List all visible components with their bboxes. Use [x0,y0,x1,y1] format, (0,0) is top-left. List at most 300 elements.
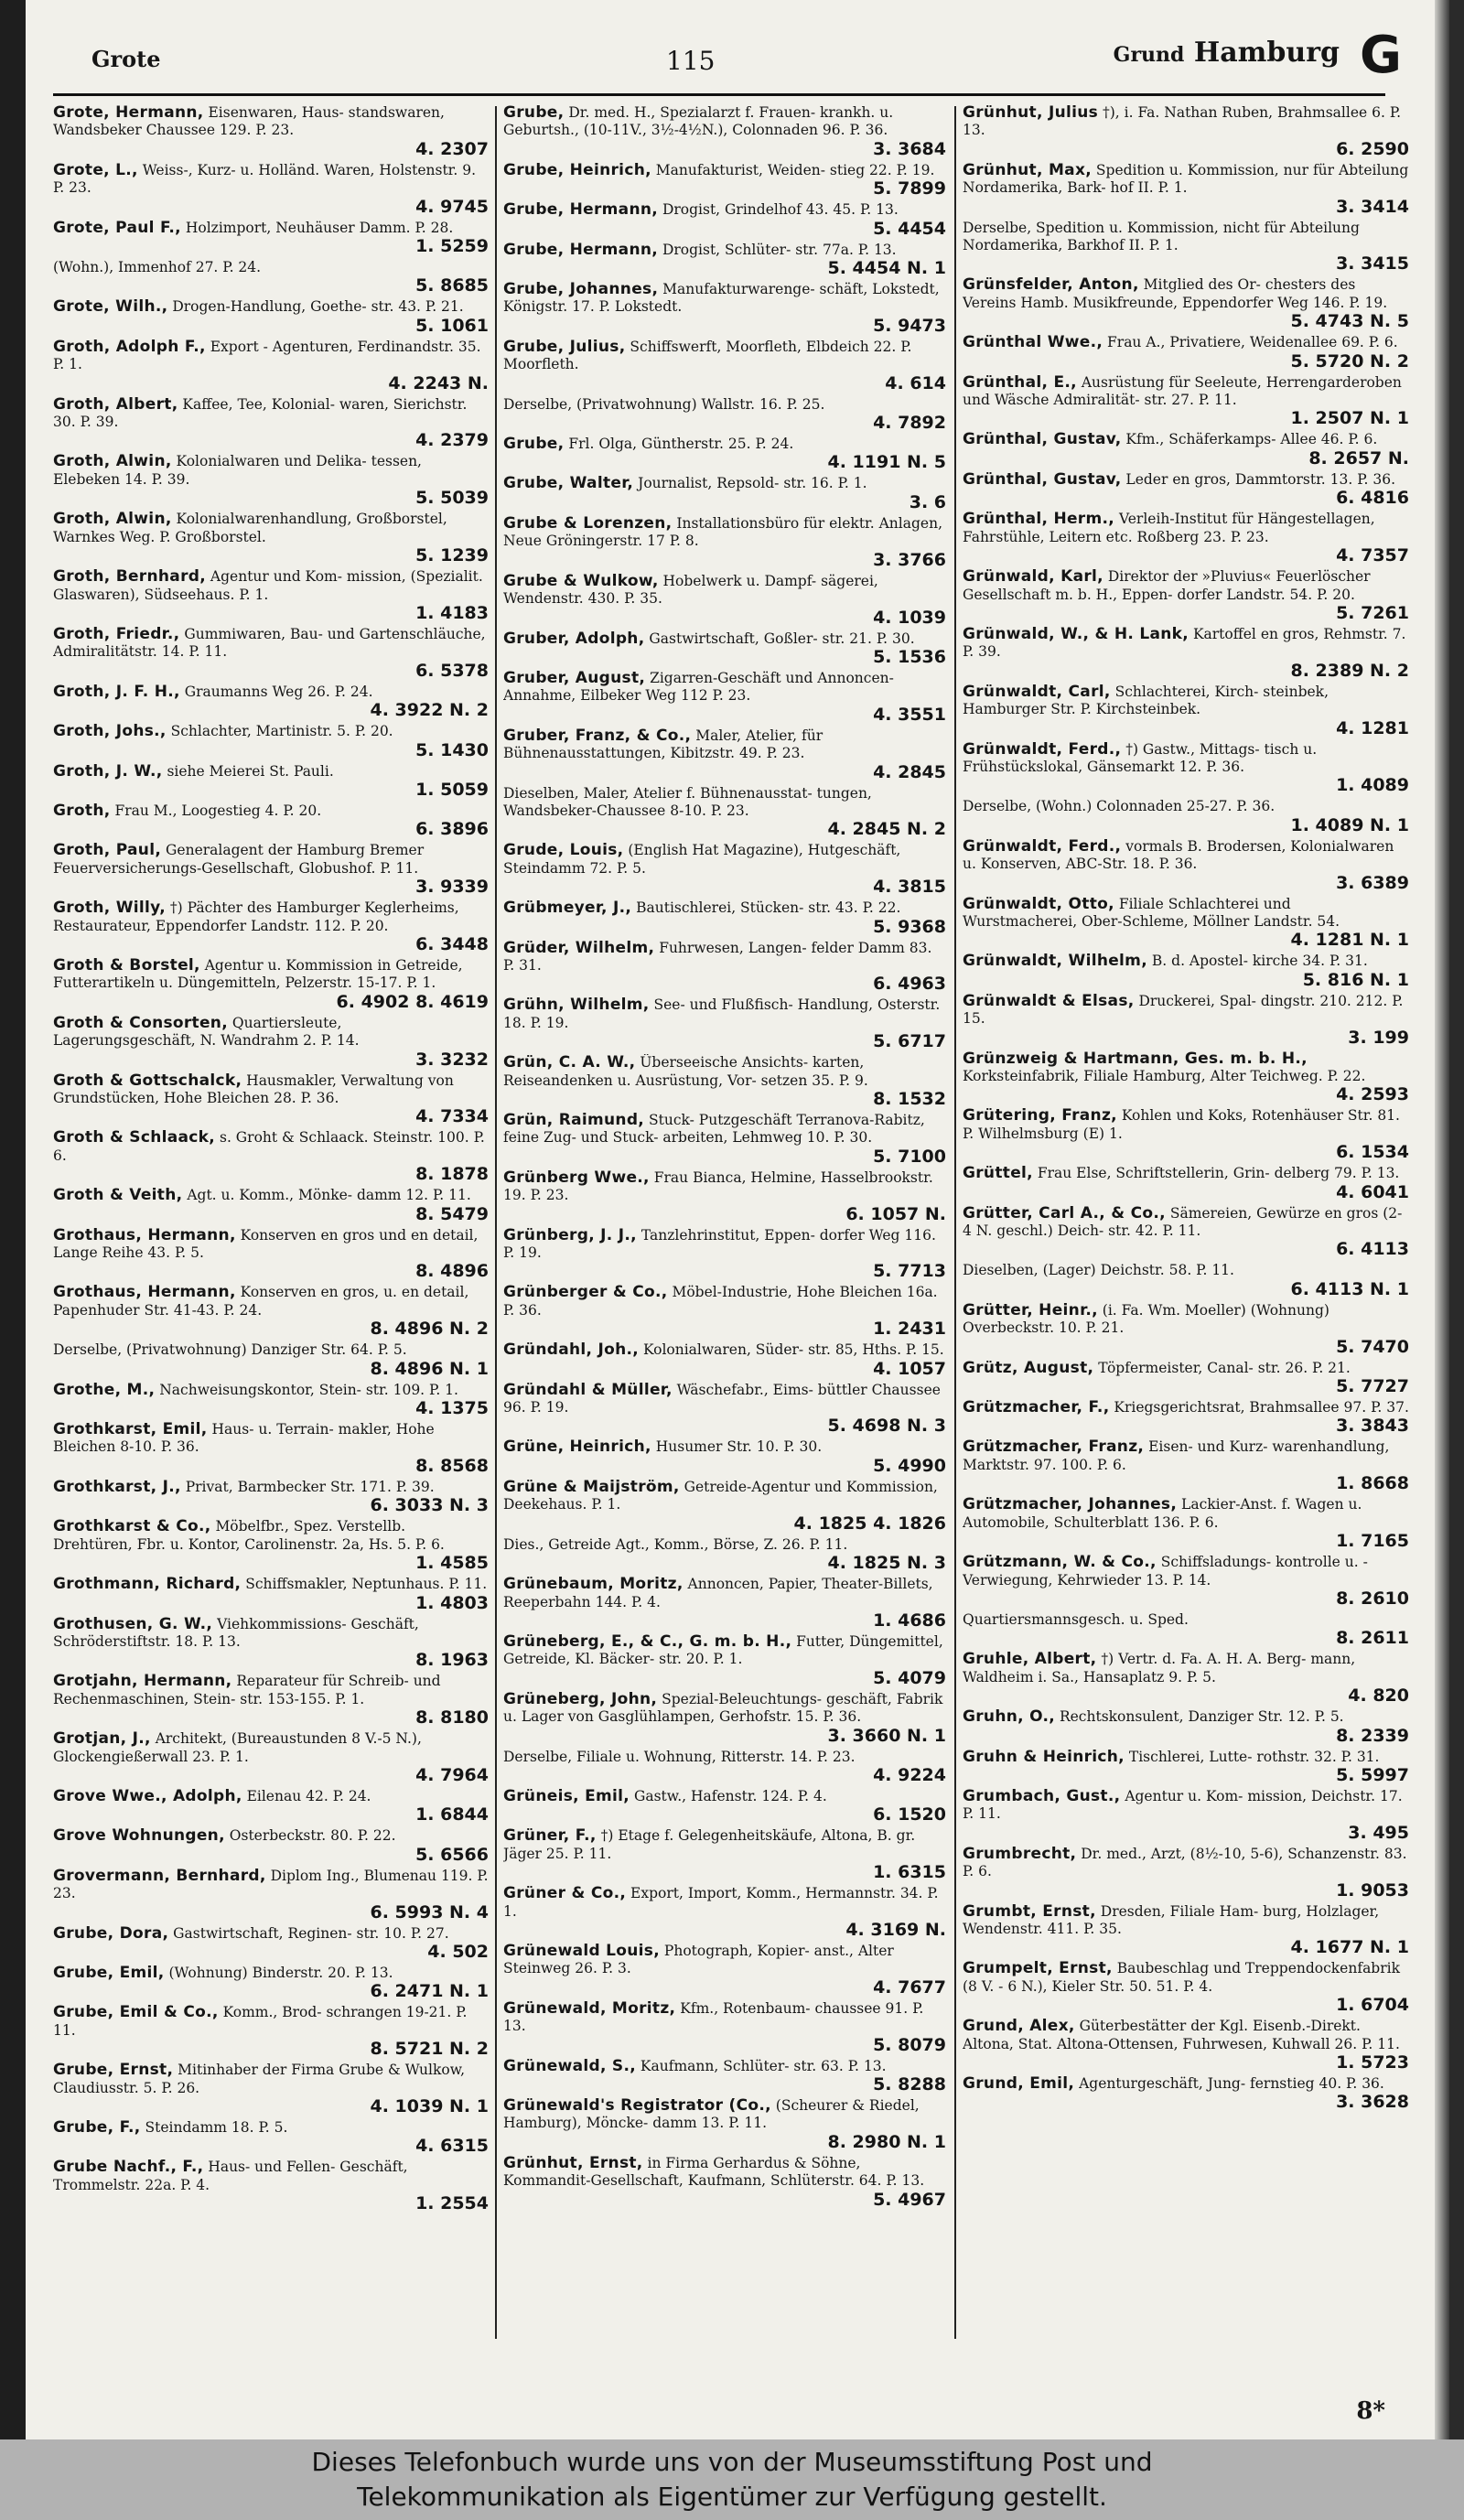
directory-entry [53,626,489,680]
header-city: Hamburg [1193,37,1340,69]
entry-name: Grünewald, Moritz, [503,1999,676,2018]
entry-name: Grove Wohnungen, [53,1827,225,1846]
entry-phone-number: 8. 1963 [415,1650,489,1670]
entry-phone-number: 4. 1375 [415,1398,489,1418]
entry-name: Grove Wwe., Adolph, [53,1787,242,1805]
entry-phone-number: 4. 7677 [873,1976,946,1997]
directory-entry [963,896,1409,950]
directory-entry [503,162,946,198]
entry-phone-number: 4. 3922 N. 2 [370,700,489,720]
entry-name: Grund, Emil, [963,2075,1075,2093]
directory-entry [53,1616,489,1670]
entry-name: Grube, F., [53,2119,141,2137]
entry-name: Grünwald, W., & H. Lank, [963,625,1190,643]
entry-details: Konserven en gros, u. en detail, Papenhuder Str. 41-43. P. 24. [53,1284,469,1319]
directory-entry [53,1227,489,1281]
directory-entry [53,1382,489,1417]
entry-details: Bautischlerei, Stücken- str. 43. P. 22. [636,899,901,917]
entry-name: Grube Nachf., F., [53,2159,204,2177]
entry-phone-number: 5. 7899 [873,178,946,199]
entry-details: Photograph, Kopier- anst., Alter Steinweg 26. P. 3. [503,1942,894,1977]
entry-name: Grütering, Franz, [963,1107,1117,1125]
entry-details: Drogist, Grindelhof 43. 45. P. 13. [662,201,899,219]
entry-details: Gummiwaren, Bau- und Gartenschläuche, Admiralitätstr. 14. P. 11. [53,625,486,661]
entry-details: Gastw., Hafenstr. 124. P. 4. [633,1787,827,1804]
header-right-catchword: Grund [1113,43,1185,67]
entry-details: Kohlen und Koks, Rotenhäuser Str. 81. P. Wilhelmsburg (E) 1. [963,1107,1400,1142]
entry-name: Grüneis, Emil, [503,1787,630,1805]
entry-details: Frau Else, Schriftstellerin, Grin- delberg 79. P. 13. [1037,1165,1400,1182]
directory-entry [53,2004,489,2058]
entry-details: Kfm., Rotenbaum- chaussee 91. P. 13. [503,1999,924,2035]
entry-name: Grumpelt, Ernst, [963,1960,1113,1978]
entry-name: Grude, Louis, [503,842,624,860]
directory-entry [53,763,489,799]
entry-phone-number: 8. 2339 [1336,1725,1409,1745]
entry-name: Grube, Emil, [53,1964,165,1982]
entry-name: Grünthal, Gustav, [963,431,1122,449]
entry-phone-number: 5. 6566 [415,1844,489,1864]
directory-entry [53,1341,489,1377]
entry-details: Installationsbüro für elektr. Anlagen, Neue Gröningerstr. 17 P. 8. [503,514,942,550]
directory-entry [963,1107,1409,1161]
directory-entry [53,1015,489,1069]
entry-name: Grünebaum, Moritz, [503,1576,684,1594]
directory-entry [963,1262,1409,1298]
entry-details: Rechtskonsulent, Danziger Str. 12. P. 5. [1059,1708,1344,1726]
directory-entry [53,259,489,295]
entry-phone-number: 6. 1534 [1336,1142,1409,1162]
entry-name: Grünewald, S., [503,2057,636,2075]
entry-name: Grüne & Maijström, [503,1478,680,1496]
directory-entry [503,1227,946,1281]
entry-phone-number: 4. 7892 [873,413,946,433]
directory-entry [53,1421,489,1475]
entry-details: †), i. Fa. Nathan Ruben, Brahmsallee 6. P. 13. [963,104,1402,139]
entry-details: Güterbestätter der Kgl. Eisenb.-Direkt. Altona, Stat. Altona-Ottensen, Fuhrwesen, Kuhwall 26. P. 11. [963,2018,1400,2052]
entry-phone-number: 3. 6389 [1336,872,1409,892]
directory-entry [53,568,489,622]
entry-phone-number: 4. 1825 4. 1826 [793,1513,946,1533]
entry-details: Druckerei, Spal- dingstr. 210. 212. P. 15. [963,992,1404,1028]
entry-phone-number: 5. 1536 [873,646,946,666]
directory-page [26,0,1449,2439]
directory-entry [53,511,489,565]
entry-name: Grünwaldt, Ferd., [963,837,1122,856]
entry-name: Grote, Wilh., [53,298,168,317]
entry-phone-number: 3. 3415 [1336,253,1409,274]
entry-details: (Scheurer & Riedel, Hamburg), Möncke- damm 13. P. 11. [503,2097,920,2132]
entry-name: Gruhn & Heinrich, [963,1748,1125,1766]
entry-name: Grüneberg, E., & C., G. m. b. H., [503,1632,792,1651]
entry-phone-number: 1. 4686 [873,1610,946,1630]
entry-phone-number: 5. 7470 [1336,1336,1409,1356]
directory-entry [503,1749,946,1784]
entry-phone-number: 3. 3628 [1336,2092,1409,2112]
entry-phone-number: 5. 7261 [1336,602,1409,622]
entry-details: Kriegsgerichtsrat, Brahmsallee 97. P. 37. [1114,1399,1409,1416]
entry-phone-number: 1. 2431 [873,1319,946,1339]
entry-phone-number: 4. 1039 [873,607,946,627]
entry-details: Export, Import, Komm., Hermannstr. 34. P. 1. [503,1885,939,1920]
entry-details: Getreide-Agentur und Kommission, Deekehaus. P. 1. [503,1478,938,1513]
entry-phone-number: 8. 5721 N. 2 [370,2039,489,2059]
entry-phone-number: 5. 8288 [873,2074,946,2094]
entry-details: (Wohn.), Immenhof 27. P. 24. [53,259,262,276]
entry-details: Export - Agenturen, Ferdinandstr. 35. P. 1. [53,338,481,373]
entry-phone-number: 6. 2590 [1336,138,1409,158]
entry-phone-number: 4. 1191 N. 5 [827,452,946,472]
entry-name: Grünthal, Gustav, [963,470,1122,489]
directory-entry [963,220,1409,274]
entry-name: Grünwaldt & Elsas, [963,992,1135,1010]
directory-entry [503,1885,946,1939]
entry-name: Grund, Alex, [963,2018,1075,2036]
entry-details: Schiffswerft, Moorfleth, Elbdeich 22. P. Moorfleth. [503,338,912,373]
entry-name: Grothkarst & Co., [53,1518,211,1536]
entry-details: Gastwirtschaft, Goßler- str. 21. P. 30. [649,630,915,647]
entry-details: Hobelwerk u. Dampf- sägerei, Wendenstr. 430. P. 35. [503,572,878,608]
directory-entry [53,1827,489,1863]
entry-details: Dr. med. H., Spezialarzt f. Frauen- krankh. u. Geburtsh., (10-11V., 3½-4½N.), Colonnaden 96. P. 36. [503,104,894,139]
entry-name: Grünwaldt, Wilhelm, [963,953,1147,971]
entry-name: Grünwaldt, Ferd., [963,740,1122,759]
directory-entry [503,2058,946,2094]
entry-details: †) Vertr. d. Fa. A. H. A. Berg- mann, Waldheim i. Sa., Hansaplatz 9. P. 5. [963,1651,1356,1685]
entry-name: Grünhut, Max, [963,161,1092,179]
entry-phone-number: 4. 9745 [415,196,489,216]
entry-phone-number: 5. 9473 [873,315,946,335]
entry-name: Groth, Friedr., [53,625,180,643]
entry-phone-number: 3. 199 [1348,1027,1409,1047]
entry-name: Grütter, Heinr., [963,1301,1098,1319]
entry-details: Eisen- und Kurz- warenhandlung, Marktstr. 97. 100. P. 6. [963,1438,1390,1473]
directory-entry [963,993,1409,1047]
entry-phone-number: 5. 1430 [415,739,489,759]
entry-name: Grumbrecht, [963,1845,1077,1863]
entry-phone-number: 8. 8180 [415,1707,489,1728]
entry-name: Grünthal, Herm., [963,511,1115,529]
entry-phone-number: 8. 1532 [873,1089,946,1108]
directory-entry [963,1554,1409,1608]
entry-phone-number: 3. 495 [1348,1822,1409,1842]
entry-details: Derselbe, Spedition u. Kommission, nicht für Abteilung Nordamerika, Barkhof II. P. 1. [963,219,1360,254]
entry-details: Frau Bianca, Helmine, Hasselbrookstr. 19. P. 23. [503,1168,933,1204]
signature-mark: 8* [1356,2397,1385,2425]
entry-phone-number: 4. 3169 N. [845,1919,946,1939]
entry-name: Grün, Raimund, [503,1112,645,1129]
directory-entry [53,842,489,896]
directory-entry [53,1788,489,1824]
directory-entry [503,1536,946,1572]
entry-phone-number: 6. 2471 N. 1 [370,1981,489,2001]
entry-phone-number: 5. 7713 [873,1261,946,1281]
entry-phone-number: 1. 4183 [415,602,489,622]
column-divider [495,106,497,2339]
entry-phone-number: 4. 2379 [415,430,489,450]
directory-entry [53,1868,489,1922]
directory-entry [963,568,1409,622]
entry-phone-number: 5. 5039 [415,488,489,508]
entry-phone-number: 4. 502 [427,1941,489,1961]
entry-phone-number: 4. 1825 N. 3 [827,1553,946,1573]
entry-phone-number: 1. 2554 [415,2193,489,2213]
entry-phone-number: 5. 7100 [873,1146,946,1166]
entry-phone-number: 4. 2307 [415,138,489,158]
entry-details: Drogist, Schlüter- str. 77a. P. 13. [662,241,897,258]
directory-entry [503,630,946,666]
entry-phone-number: 1. 2507 N. 1 [1290,408,1409,428]
entry-details: Korksteinfabrik, Filiale Hamburg, Alter Teichweg. P. 22. [963,1068,1366,1084]
entry-name: Grothkarst, J., [53,1478,181,1496]
directory-entry [963,431,1409,467]
directory-entry [963,471,1409,507]
entry-details: Manufakturist, Weiden- stieg 22. P. 19. [655,161,935,178]
column-divider [954,106,956,2339]
directory-entry [503,475,946,511]
entry-name: Grünhut, Ernst, [503,2154,643,2172]
directory-entry [963,1205,1409,1259]
entry-details: Osterbeckstr. 80. P. 22. [229,1827,396,1845]
entry-details: Agentur u. Kom- mission, Deichstr. 17. P. 11. [963,1787,1403,1823]
entry-details: in Firma Gerhardus & Söhne, Kommandit-Gesellschaft, Kaufmann, Schlüterstr. 64. P. 13. [503,2154,925,2190]
entry-phone-number: 5. 4454 N. 1 [827,258,946,278]
entry-name: Grünwaldt, Carl, [963,683,1111,701]
entry-name: Groth, Alwin, [53,511,172,529]
entry-phone-number: 6. 1057 N. [845,1203,946,1223]
entry-details: Konserven en gros und en detail, Lange Reihe 43. P. 5. [53,1226,479,1262]
directory-entry [963,104,1409,158]
entry-phone-number: 5. 4967 [873,2189,946,2209]
directory-entry [53,1284,489,1338]
directory-entry [963,684,1409,738]
entry-phone-number: 5. 7727 [1336,1376,1409,1396]
entry-details: Quartiersmannsgesch. u. Sped. [963,1610,1189,1628]
directory-entry [503,242,946,277]
entry-details: Fuhrwesen, Langen- felder Damm 83. P. 31. [503,939,932,974]
directory-entry [53,1187,489,1222]
entry-details: Maler, Atelier, für Bühnenausstattungen, Kibitzstr. 49. P. 23. [503,727,824,762]
directory-entry [503,1341,946,1377]
directory-entry [963,838,1409,892]
entry-details: Derselbe, (Privatwohnung) Wallstr. 16. P. 25. [503,395,825,413]
entry-name: Grüder, Wilhelm, [503,939,655,957]
directory-entry [963,1165,1409,1201]
entry-details: †) Gastw., Mittags- tisch u. Frühstückslokal, Gänsemarkt 12. P. 36. [963,740,1318,775]
entry-details: Direktor der »Pluvius« Feuerlöscher Gesellschaft m. b. H., Eppen- dorfer Landstr. 54. P. 20. [963,568,1371,603]
header-rule [53,93,1385,96]
entry-details: Zigarren-Geschäft und Annoncen-Annahme, Eilbeker Weg 112 P. 23. [503,669,894,705]
entry-phone-number: 8. 2610 [1336,1588,1409,1608]
entry-phone-number: 1. 4585 [415,1553,489,1573]
directory-entry [503,1054,946,1108]
entry-name: Gründahl, Joh., [503,1341,640,1360]
entry-phone-number: 1. 7165 [1336,1531,1409,1551]
entry-phone-number: 1. 4089 [1336,775,1409,795]
directory-column-2 [503,104,946,2341]
directory-entry [503,396,946,432]
entry-details: Sämereien, Gewürze en gros (2-4 N. geschl.) Deich- str. 42. P. 11. [963,1204,1403,1240]
directory-entry [963,334,1409,370]
entry-details: Frau A., Privatiere, Weidenallee 69. P. 6. [1107,334,1398,351]
entry-details: Privat, Barmbecker Str. 171. P. 39. [185,1478,435,1495]
directory-entry [503,339,946,393]
entry-details: Möbel-Industrie, Hohe Bleichen 16a. P. 36. [503,1284,938,1319]
entry-phone-number: 3. 3843 [1336,1416,1409,1436]
entry-name: Grünewald's Registrator (Co., [503,2097,771,2115]
entry-details: Husumer Str. 10. P. 30. [655,1438,823,1456]
directory-entry [53,2062,489,2116]
entry-details: Tanzlehrinstitut, Eppen- dorfer Weg 116. P. 19. [503,1226,936,1262]
entry-details: Filiale Schlachterei und Wurstmacherei, Ober-Schleme, Möllner Landstr. 54. [963,895,1340,930]
entry-details: Quartiersleute, Lagerungsgeschäft, N. Wandrahm 2. P. 14. [53,1014,360,1050]
entry-phone-number: 4. 1057 [873,1358,946,1378]
entry-details: B. d. Apostel- kirche 34. P. 31. [1151,953,1368,970]
directory-entry [963,1651,1409,1705]
entry-phone-number: 3. 3414 [1336,196,1409,216]
entry-name: Gründahl & Müller, [503,1381,673,1399]
entry-name: Grube, Johannes, [503,281,659,299]
directory-entry [53,1965,489,2000]
directory-entry [53,453,489,507]
directory-entry [963,1496,1409,1550]
header-section-letter: G [1360,26,1402,85]
entry-name: Grothe, M., [53,1381,156,1399]
directory-entry [53,1576,489,1611]
entry-name: Grube & Wulkow, [503,572,659,590]
directory-entry [503,996,946,1050]
directory-entry [503,940,946,994]
entry-details: Manufakturwarenge- schäft, Lokstedt, Königstr. 17. P. Lokstedt. [503,281,940,316]
directory-entry [53,723,489,759]
entry-name: Grube, Hermann, [503,201,659,220]
entry-details: Wäschefabr., Eims- büttler Chaussee 96. P. 19. [503,1381,941,1416]
directory-entry [503,1169,946,1223]
entry-phone-number: 6. 5378 [415,660,489,680]
entry-name: Grube, [503,104,565,122]
directory-entry [503,1284,946,1338]
entry-phone-number: 5. 4454 [873,218,946,238]
entry-details: Haus- und Fellen- Geschäft, Trommelstr. 22a. P. 4. [53,2159,408,2193]
entry-phone-number: 3. 3232 [415,1049,489,1069]
entry-phone-number: 4. 1677 N. 1 [1290,1937,1409,1957]
entry-name: Grütz, August, [963,1359,1094,1377]
entry-details: Stuck- Putzgeschäft Terranova-Rabitz, feine Zug- und Stuck- arbeiten, Lehmweg 10. P. 30. [503,1112,925,1147]
entry-details: Spezial-Beleuchtungs- geschäft, Fabrik u. Lager von Gasglühlampen, Gerhofstr. 15. P. 36. [503,1690,943,1726]
directory-entry [53,684,489,719]
entry-details: Derselbe, (Privatwohnung) Danziger Str. 64. P. 5. [53,1341,407,1359]
entry-name: Grünberg Wwe., [503,1168,650,1187]
entry-name: Groth, [53,802,111,820]
entry-phone-number: 5. 5997 [1336,1764,1409,1784]
entry-name: Grünewald Louis, [503,1942,660,1960]
entry-details: Dr. med., Arzt, (8½-10, 5-6), Schanzenstr. 83. P. 6. [963,1845,1407,1880]
entry-name: Grote, Hermann, [53,104,204,122]
entry-details: †) Pächter des Hamburger Keglerheims, Restaurateur, Eppendorfer Landstr. 112. P. 20. [53,899,459,934]
entry-details: Eisenwaren, Haus- standswaren, Wandsbeker Chaussee 129. P. 23. [53,104,445,139]
entry-details: Dresden, Filiale Ham- burg, Holzlager, Wendenstr. 411. P. 35. [963,1902,1380,1937]
entry-details: Diplom Ing., Blumenau 119. P. 23. [53,1867,489,1902]
entry-name: Groth, J. F. H., [53,683,180,701]
entry-name: Groth, Alwin, [53,453,172,471]
directory-entry [53,104,489,158]
entry-name: Grünzweig & Hartmann, Ges. m. b. H., [963,1050,1308,1068]
entry-phone-number: 3. 3660 N. 1 [827,1725,946,1745]
entry-phone-number: 1. 6315 [873,1862,946,1882]
entry-name: Grünberger & Co., [503,1284,668,1302]
directory-column-3 [963,104,1409,2341]
entry-phone-number: 8. 4896 [415,1261,489,1281]
entry-name: Grützmann, W. & Co., [963,1554,1157,1572]
entry-details: (English Hat Magazine), Hutgeschäft, Steindamm 72. P. 5. [503,842,901,877]
entry-phone-number: 6. 1520 [873,1804,946,1825]
entry-phone-number: 6. 5993 N. 4 [370,1901,489,1922]
entry-name: Gruber, Franz, & Co., [503,727,692,745]
entry-name: Grützmacher, F., [963,1399,1110,1417]
directory-entry [503,1943,946,1997]
directory-entry [53,2119,489,2155]
entry-phone-number: 5. 4743 N. 5 [1290,311,1409,331]
entry-details: Generalagent der Hamburg Bremer Feuerversicherungs-Gesellschaft, Globushof. P. 11. [53,842,425,877]
page-number: 115 [666,46,716,76]
entry-details: Haus- u. Terrain- makler, Hohe Bleichen 8-10. P. 36. [53,1421,435,1456]
directory-entry [53,298,489,334]
entry-name: Grothkarst, Emil, [53,1421,208,1439]
entry-phone-number: 5. 816 N. 1 [1302,969,1409,989]
entry-details: Futter, Düngemittel, Getreide, Kl. Bäcker- str. 20. P. 1. [503,1632,943,1668]
directory-entry [53,1072,489,1126]
directory-entry [503,1112,946,1166]
directory-entry [503,281,946,335]
entry-details: Derselbe, (Wohn.) Colonnaden 25-27. P. 36. [963,798,1276,815]
directory-entry [503,1382,946,1436]
directory-entry [963,626,1409,680]
entry-phone-number: 6. 4816 [1336,488,1409,508]
entry-name: Groth, Willy, [53,899,166,918]
entry-phone-number: 5. 9368 [873,916,946,936]
entry-phone-number: 3. 3766 [873,549,946,569]
entry-phone-number: 4. 614 [885,372,946,393]
entry-phone-number: 3. 9339 [415,877,489,897]
directory-entry [503,1479,946,1533]
entry-phone-number: 1. 4089 N. 1 [1290,814,1409,835]
entry-phone-number: 8. 4896 N. 2 [370,1319,489,1339]
directory-entry [503,573,946,627]
entry-phone-number: 8. 2980 N. 1 [827,2131,946,2151]
entry-details: Eilenau 42. P. 24. [246,1787,371,1804]
directory-entry [963,162,1409,216]
entry-phone-number: 4. 3551 [873,704,946,724]
directory-entry [503,2097,946,2151]
directory-entry [963,1360,1409,1395]
entry-details: Weiss-, Kurz- u. Holländ. Waren, Holstenstr. 9. P. 23. [53,161,477,197]
directory-column-1 [53,104,489,2341]
directory-entry [53,802,489,838]
entry-phone-number: 5. 6717 [873,1031,946,1051]
directory-entry [963,1302,1409,1356]
entry-phone-number: 4. 1039 N. 1 [370,2096,489,2116]
entry-details: Kfm., Schäferkamps- Allee 46. P. 6. [1125,431,1378,448]
directory-entry [503,899,946,935]
directory-entry [963,1903,1409,1957]
entry-details: Schlachterei, Kirch- steinbek, Hamburger Str. P. Kirchsteinbek. [963,683,1329,718]
entry-name: Grube, Hermann, [503,241,659,259]
directory-entry [963,511,1409,565]
entry-details: Nachweisungskontor, Stein- str. 109. P. 1. [159,1381,458,1398]
entry-name: Gruhle, Albert, [963,1651,1097,1669]
directory-entry [963,2075,1409,2111]
entry-details: Agenturgeschäft, Jung- fernstieg 40. P. 36. [1079,2075,1384,2092]
